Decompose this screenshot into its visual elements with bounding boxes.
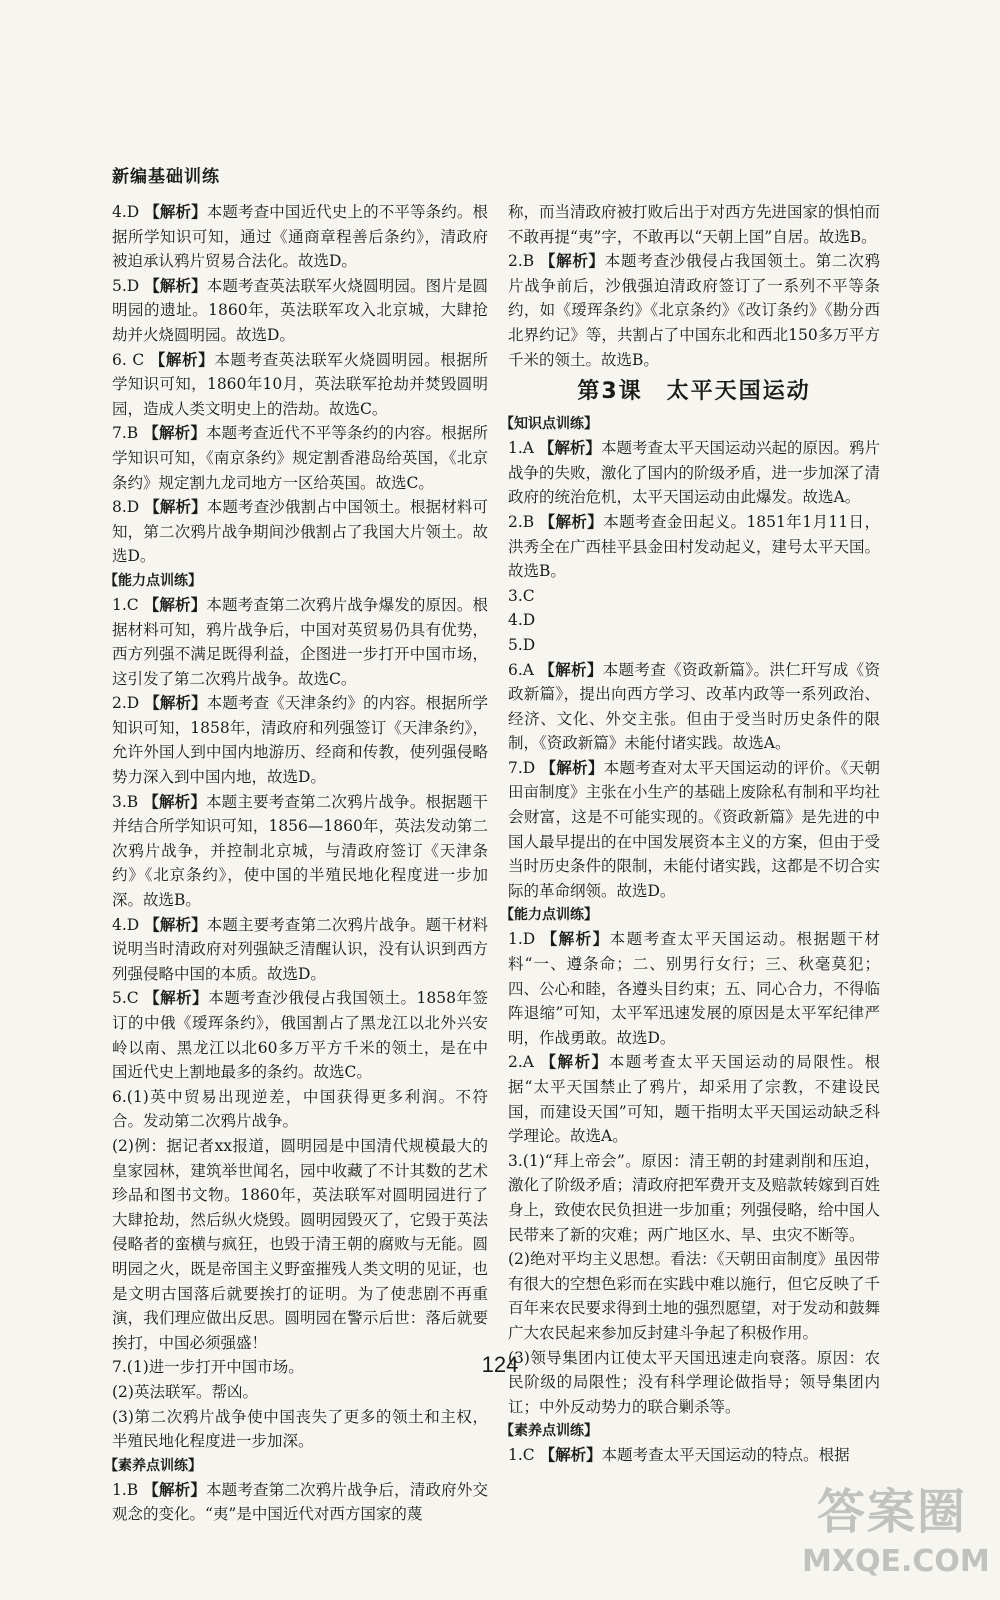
page-number: 124	[481, 1352, 519, 1377]
section-heading: 【能力点训练】	[104, 572, 202, 589]
book-header-title: 新编基础训练	[112, 167, 220, 187]
answer-item	[508, 1443, 880, 1468]
answer-number: 6.A	[508, 660, 534, 679]
answer-number: 2.B	[508, 252, 535, 271]
analysis-tag: 【解析】	[144, 989, 209, 1008]
answer-text: (3)第二次鸦片战争使中国丧失了更多的领土和主权，半殖民地化程度进一步加深。	[112, 1407, 488, 1451]
answer-number: 5.D	[112, 276, 140, 295]
answer-text: 4.D	[508, 611, 536, 630]
analysis-tag: 【解析】	[540, 758, 604, 777]
analysis-text: 本题考查第二次鸦片战争爆发的原因。根据材料可知，鸦片战争后，中国对英贸易仍具有优势，西方列强不满足既得利益，企图进一步打开中国市场，这引发了第二次鸦片战争。故选C。	[112, 595, 488, 688]
left-column	[104, 200, 488, 1527]
analysis-text: 本题考查沙俄侵占我国领土。第二次鸦片战争前后，沙俄强迫清政府签订了一系列不平等条约，如《瑷珲条约》《北京条约》《改订条约》《勘分西北界约记》等，共割占了中国东北和西北150多万平方千米的领土。故选B。	[508, 252, 880, 369]
answer-item	[112, 421, 488, 495]
watermark-text: 答案圈	[816, 1484, 967, 1540]
lesson-title: 第3课 太平天国运动	[577, 379, 811, 405]
answer-item	[112, 986, 488, 1084]
answer-item	[508, 1050, 880, 1148]
analysis-text: 本题考查沙俄割占中国领土。根据材料可知，第二次鸦片战争期间沙俄割占了我国大片领土。故选D。	[112, 498, 488, 566]
answer-text: (3)领导集团内讧使太平天国迅速走向衰落。原因：农民阶级的局限性；没有科学理论做指导；领导集团内讧；中外反动势力的联合剿杀等。	[508, 1348, 880, 1416]
answer-item	[112, 200, 488, 274]
answer-number: 8.D	[112, 498, 140, 517]
analysis-tag: 【解析】	[144, 694, 207, 713]
answer-item	[508, 249, 880, 372]
analysis-tag: 【解析】	[539, 512, 604, 531]
answer-number: 3.B	[112, 792, 139, 811]
analysis-tag: 【解析】	[143, 595, 207, 614]
analysis-tag: 【解析】	[144, 276, 207, 295]
answer-text: 3.C	[508, 586, 535, 605]
analysis-tag: 【解析】	[144, 203, 207, 221]
analysis-text: 本题考查太平天国运动的局限性。根据“太平天国禁止了鸦片，却采用了宗教，不建设民国，而建设天国”可知，题干指明太平天国运动缺乏科学理论。故选A。	[508, 1053, 880, 1146]
section-heading: 【能力点训练】	[500, 907, 598, 924]
answer-text: 5.D	[508, 635, 536, 654]
answer-item	[112, 913, 488, 987]
analysis-text: 本题考查太平天国运动的特点。根据	[601, 1446, 850, 1465]
analysis-tag: 【解析】	[143, 792, 206, 811]
analysis-text: 本题考查第二次鸦片战争后，清政府外交观念的变化。“夷”是中国近代对西方国家的蔑	[112, 1480, 488, 1524]
analysis-tag: 【解析】	[540, 1053, 609, 1072]
analysis-tag: 【解析】	[143, 424, 206, 443]
answer-text: (2)绝对平均主义思想。看法：《天朝田亩制度》虽因带有很大的空想色彩而在实践中难以施行，但它反映了千百年来农民要求得到土地的强烈愿望，对于发动和鼓舞广大农民起来参加反封建斗争起了积极作用。	[508, 1250, 881, 1342]
analysis-text: 本题考查太平天国运动兴起的原因。鸦片战争的失败，激化了国内的阶级矛盾，进一步加深了清政府的统治危机，太平天国运动由此爆发。故选A。	[508, 439, 881, 507]
answer-text: 7.(1)进一步打开中国市场。	[112, 1358, 304, 1377]
answer-item	[508, 510, 880, 584]
analysis-tag: 【解析】	[143, 1480, 206, 1499]
answer-item	[508, 658, 880, 756]
answer-text: 3.(1)“拜上帝会”。原因：清王朝的封建剥削和压迫，激化了阶级矛盾；清政府把军费开支及赔款转嫁到百姓身上，致使农民负担进一步加重；列强侵略，给中国人民带来了新的灾难；两广地区水、旱、虫灾不断等。	[508, 1151, 881, 1244]
analysis-tag: 【解析】	[541, 930, 610, 949]
answer-item	[112, 274, 488, 348]
answer-number: 6. C	[112, 350, 145, 369]
answer-item	[508, 927, 880, 1050]
answer-number: 1.B	[112, 1480, 139, 1499]
answer-number: 1.C	[508, 1446, 535, 1465]
answer-text: 称，而当清政府被打败后出于对西方先进国家的惧怕而不敢再提“夷”字，不敢再以“天朝上国”自居。故选B。	[508, 203, 881, 246]
analysis-tag: 【解析】	[538, 439, 601, 458]
answer-number: 2.A	[508, 1053, 534, 1072]
answer-text: 6.(1)英中贸易出现逆差，中国获得更多利润。不符合。发动第二次鸦片战争。	[112, 1087, 488, 1131]
analysis-tag: 【解析】	[539, 660, 603, 679]
answer-number: 2.B	[508, 512, 535, 531]
answer-number: 1.C	[112, 595, 139, 614]
analysis-text: 本题考查太平天国运动。根据题干材料“一、遵条命；二、别男行女行；三、秋毫莫犯；四、公心和睦，各遵头目约束；五、同心合力，不得临阵退缩”可知，太平军迅速发展的原因是太平军纪律严明，作战勇敢。故选D。	[508, 930, 881, 1047]
answer-item	[112, 1478, 488, 1527]
answer-text: (2)英法联军。帮凶。	[112, 1382, 258, 1401]
analysis-text: 本题考查《资政新篇》。洪仁玕写成《资政新篇》，提出向西方学习、改革内政等一系列政治、经济、文化、外交主张。但由于受当时历史条件的限制，《资政新篇》未能付诸实践。故选A。	[508, 660, 880, 753]
watermark-logo	[802, 1480, 990, 1590]
analysis-text: 本题考查中国近代史上的不平等条约。根据所学知识可知，通过《通商章程善后条约》，清政府被迫承认鸦片贸易合法化。故选D。	[112, 203, 488, 271]
analysis-text: 本题主要考查第二次鸦片战争。题干材料说明当时清政府对列强缺乏清醒认识，没有认识到西方列强侵略中国的本质。故选D。	[112, 915, 488, 983]
analysis-text: 本题主要考查第二次鸦片战争。根据题干并结合所学知识可知，1856—1860年，英法发动第二次鸦片战争，并控制北京城，与清政府签订《天津条约》《北京条约》，使中国的半殖民地化程度进一步加深。故选B。	[112, 792, 488, 910]
answer-number: 7.D	[508, 758, 536, 777]
answer-number: 1.A	[508, 439, 534, 458]
analysis-text: 本题考查近代不平等条约的内容。根据所学知识可知，《南京条约》规定割香港岛给英国，《北京条约》规定割九龙司地方一区给英国。故选C。	[112, 424, 488, 492]
analysis-tag: 【解析】	[144, 498, 207, 517]
watermark-url: MXQE.COM	[802, 1544, 990, 1579]
answer-number: 5.C	[112, 989, 139, 1008]
analysis-tag: 【解析】	[539, 252, 605, 271]
answer-item	[112, 495, 488, 569]
section-heading: 【素养点训练】	[500, 1423, 598, 1440]
answer-number: 4.D	[112, 203, 140, 221]
answer-number: 2.D	[112, 694, 140, 713]
answer-number: 7.B	[112, 424, 139, 443]
analysis-tag: 【解析】	[144, 915, 207, 934]
answer-item	[508, 436, 880, 510]
section-heading: 【知识点训练】	[500, 416, 598, 433]
analysis-text: 本题考查英法联军火烧圆明园。图片是圆明园的遗址。1860年，英法联军攻入北京城，大肆抢劫并火烧圆明园。故选D。	[112, 276, 488, 344]
analysis-tag: 【解析】	[539, 1446, 602, 1465]
answer-item	[508, 756, 880, 904]
analysis-text: 本题考查金田起义。1851年1月11日，洪秀全在广西桂平县金田村发动起义，建号太平天国。故选B。	[508, 512, 881, 581]
analysis-text: 本题考查英法联军火烧圆明园。根据所学知识可知，1860年10月，英法联军抢劫并焚毁圆明园，造成人类文明史上的浩劫。故选C。	[112, 350, 488, 418]
answer-text: (2)例：据记者xx报道，圆明园是中国清代规模最大的皇家园林，建筑举世闻名，园中收藏了不计其数的艺术珍品和图书文物。1860年，英法联军对圆明园进行了大肆抢劫，然后纵火烧毁。圆明园毁灭了，它毁于英法侵略者的蛮横与疯狂，也毁于清王朝的腐败与无能。圆明园之火，既是帝国主义野蛮摧残人类文明的见证，也是文明古国落后就要挨打的证明。为了使悲剧不再重演，我们理应做出反思。圆明园在警示后世：落后就要挨打，中国必须强盛！	[112, 1136, 488, 1352]
answer-item	[112, 790, 488, 913]
section-heading: 【素养点训练】	[104, 1457, 202, 1474]
answer-item	[112, 691, 488, 789]
analysis-text: 本题考查沙俄侵占我国领土。1858年签订的中俄《瑷珲条约》，俄国割占了黑龙江以北外兴安岭以南、黑龙江以北60多万平方千米的领土，是在中国近代史上割地最多的条约。故选C。	[112, 989, 488, 1082]
answer-number: 4.D	[112, 915, 140, 934]
analysis-text: 本题考查对太平天国运动的评价。《天朝田亩制度》主张在小生产的基础上废除私有制和平均社会财富，这是不可能实现的。《资政新篇》是先进的中国人最早提出的在中国发展资本主义的方案，但由于受当时历史条件的限制，未能付诸实践，这都是不切合实际的革命纲领。故选D。	[508, 758, 881, 900]
answer-item	[112, 348, 488, 422]
analysis-tag: 【解析】	[149, 350, 215, 369]
analysis-text: 本题考查《天津条约》的内容。根据所学知识可知，1858年，清政府和列强签订《天津条约》，允许外国人到中国内地游历、经商和传教，使列强侵略势力深入到中国内地，故选D。	[112, 694, 488, 787]
answer-number: 1.D	[508, 930, 536, 949]
answer-item	[112, 593, 488, 691]
